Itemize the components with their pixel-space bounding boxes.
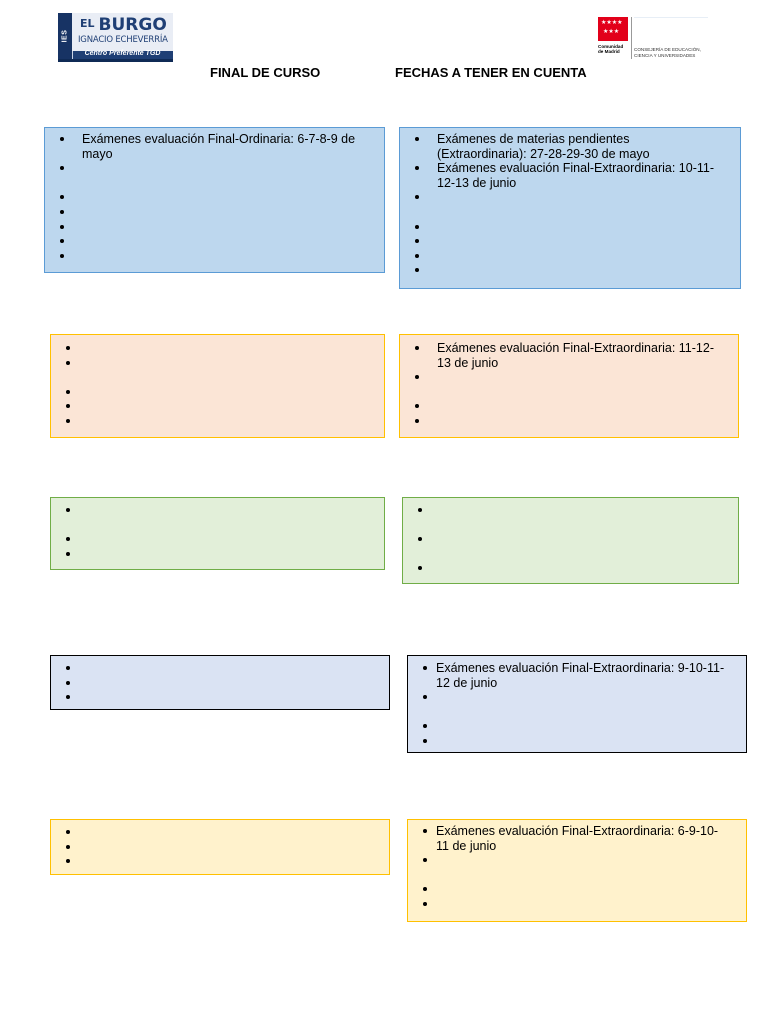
list-item bbox=[51, 356, 384, 371]
list-item: Exámenes evaluación Final-Extraordinaria: 9-10-11- 12 de junio bbox=[408, 661, 746, 690]
madrid-flag-icon: ★★★★ ★★★ bbox=[598, 17, 628, 41]
box-orange-right bbox=[399, 334, 739, 438]
list-item bbox=[51, 840, 389, 855]
list-item bbox=[51, 690, 389, 705]
list-item bbox=[400, 263, 740, 278]
list-item bbox=[403, 503, 738, 518]
list-item bbox=[51, 547, 384, 562]
logo-top-rule bbox=[634, 17, 708, 18]
school-logo bbox=[58, 13, 173, 62]
list-item bbox=[51, 414, 384, 429]
box-yellow-left bbox=[50, 819, 390, 875]
madrid-department: CONSEJERÍA DE EDUCACIÓN, CIENCIA Y UNIVERSIDADES bbox=[634, 47, 701, 58]
comunidad-madrid-logo bbox=[598, 17, 710, 61]
list-item bbox=[408, 734, 746, 749]
list-item bbox=[400, 249, 740, 264]
list-item bbox=[51, 503, 384, 518]
list-item bbox=[51, 825, 389, 840]
list-item bbox=[45, 249, 384, 264]
box-slate-right bbox=[407, 655, 747, 753]
list-item bbox=[400, 220, 740, 235]
list-item bbox=[403, 532, 738, 547]
box-yellow-right bbox=[407, 819, 747, 922]
list-item bbox=[400, 370, 738, 385]
madrid-name: Comunidad de Madrid bbox=[598, 44, 624, 55]
list-item bbox=[45, 234, 384, 249]
list-item bbox=[45, 161, 384, 176]
box-green-right bbox=[402, 497, 739, 584]
logo-divider bbox=[631, 17, 632, 59]
school-logo-main bbox=[72, 13, 173, 51]
list-item: Exámenes evaluación Final-Extraordinaria: 6-9-10- 11 de junio bbox=[408, 824, 746, 853]
list-item bbox=[51, 341, 384, 356]
list-item bbox=[400, 190, 740, 205]
school-logo-side bbox=[58, 13, 73, 59]
header-final-de-curso: FINAL DE CURSO bbox=[210, 65, 321, 80]
list-item bbox=[51, 399, 384, 414]
list-item bbox=[408, 690, 746, 705]
box-slate-left bbox=[50, 655, 390, 710]
box-green-left bbox=[50, 497, 385, 570]
list-item: Exámenes de materias pendientes (Extraordinaria): 27-28-29-30 de mayo bbox=[400, 132, 740, 161]
list-item bbox=[51, 532, 384, 547]
school-logo-subtitle: IGNACIO ECHEVERRÍA bbox=[78, 35, 168, 45]
list-item: Exámenes evaluación Final-Extraordinaria: 11-12- 13 de junio bbox=[400, 341, 738, 370]
list-item bbox=[51, 661, 389, 676]
list-item: Exámenes evaluación Final-Ordinaria: 6-7-8-9 de mayo bbox=[45, 132, 384, 161]
list-item bbox=[408, 882, 746, 897]
list-item bbox=[403, 561, 738, 576]
list-item bbox=[45, 205, 384, 220]
list-item bbox=[400, 399, 738, 414]
school-logo-tagline: Centro Preferente TGD bbox=[84, 50, 161, 57]
list-item bbox=[51, 676, 389, 691]
list-item bbox=[45, 190, 384, 205]
box-orange-left bbox=[50, 334, 385, 438]
box-blue-right bbox=[399, 127, 741, 289]
list-item bbox=[408, 853, 746, 868]
list-item bbox=[400, 414, 738, 429]
list-item bbox=[51, 854, 389, 869]
box-blue-left bbox=[44, 127, 385, 273]
list-item bbox=[51, 385, 384, 400]
school-logo-title: EL BURGO bbox=[80, 15, 167, 35]
list-item: Exámenes evaluación Final-Extraordinaria: 10-11- 12-13 de junio bbox=[400, 161, 740, 190]
list-item bbox=[400, 234, 740, 249]
list-item bbox=[408, 719, 746, 734]
school-logo-ies: IES bbox=[61, 29, 69, 43]
list-item bbox=[45, 220, 384, 235]
header-fechas: FECHAS A TENER EN CUENTA bbox=[395, 65, 587, 80]
list-item bbox=[408, 897, 746, 912]
